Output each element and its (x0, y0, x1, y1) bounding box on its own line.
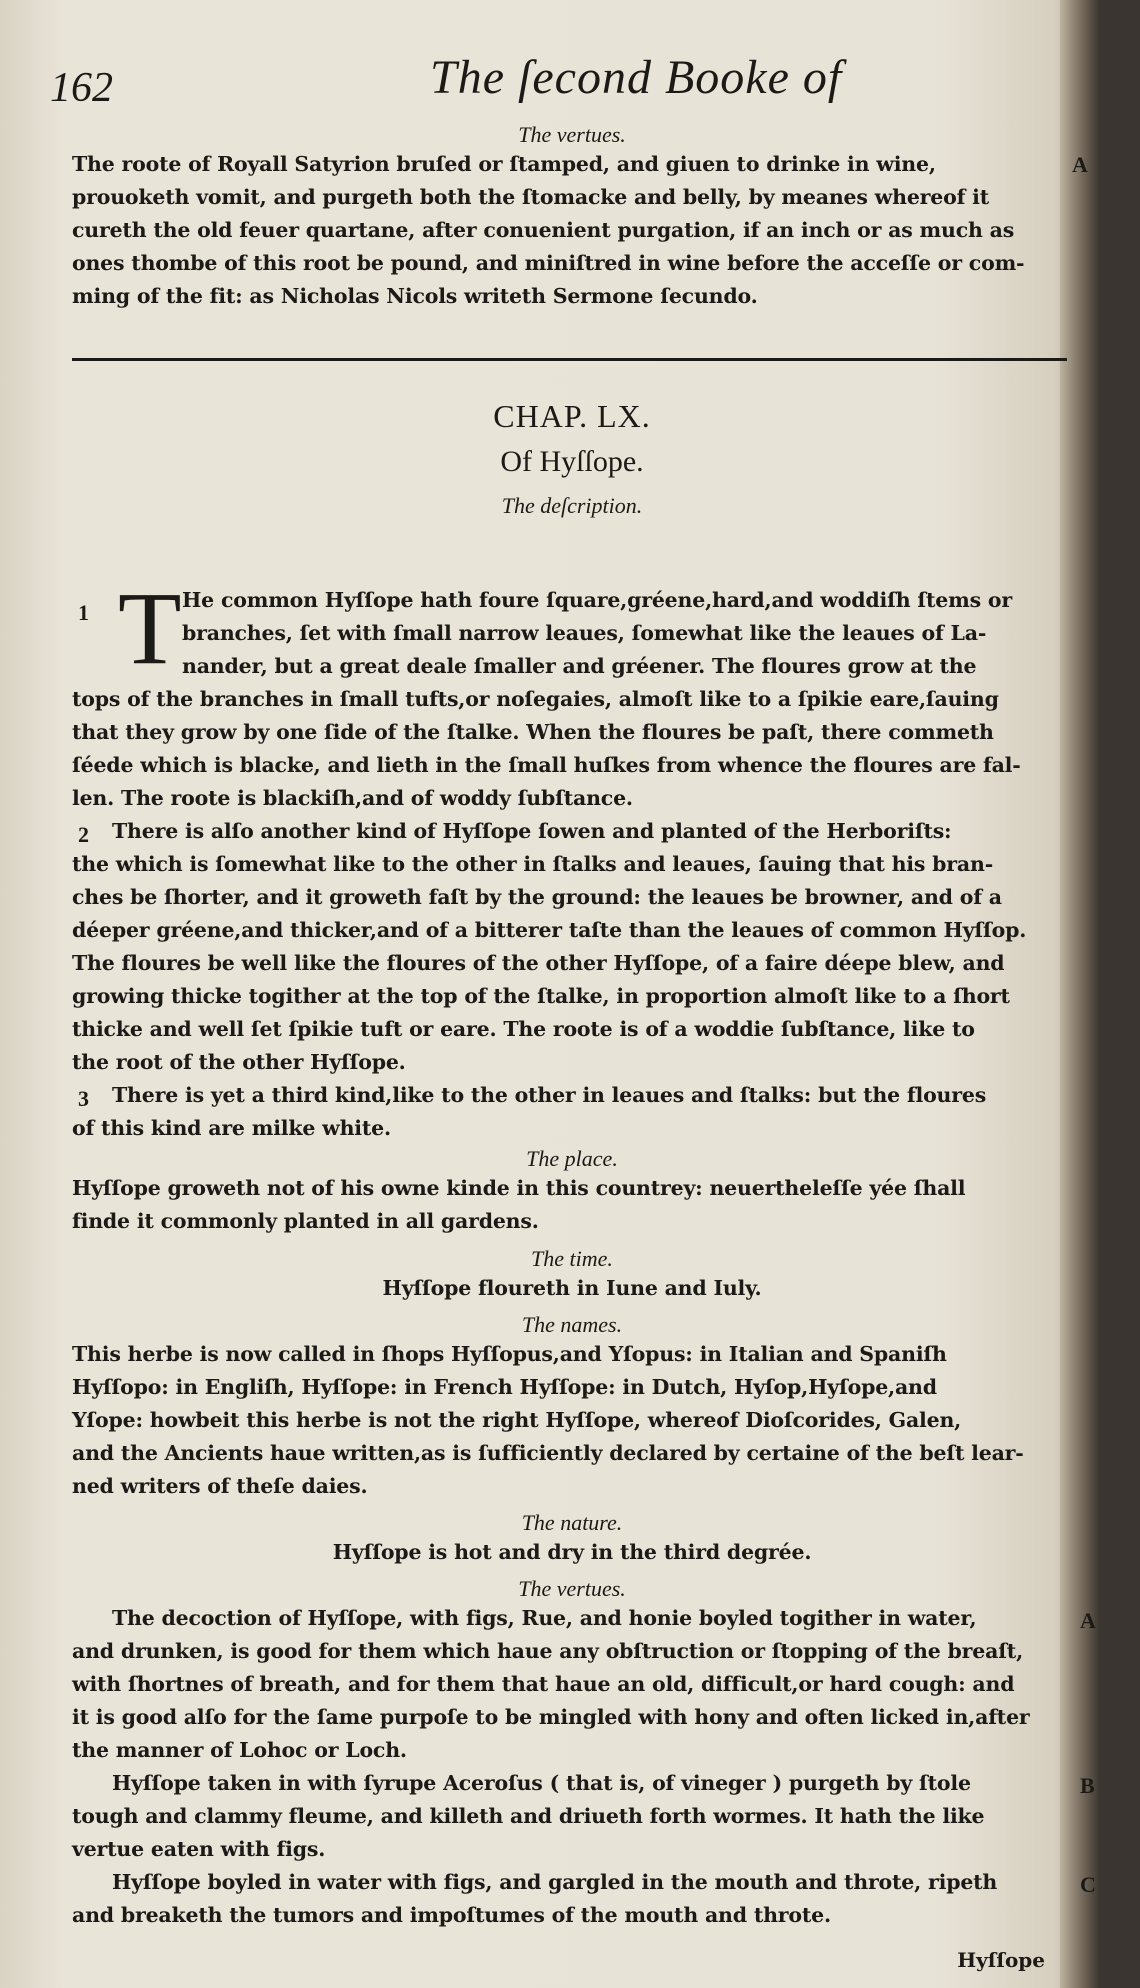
text-line: The floures be well like the floures of the other Hyſſope, of a faire déepe blew, and (72, 951, 1005, 975)
text-line: of this kind are milke white. (72, 1116, 391, 1140)
text-line: The roote of Royall Satyrion bruſed or ſtamped, and giuen to drinke in wine, (72, 152, 936, 176)
description-item-2 (72, 815, 1072, 1079)
text-line: ned writers of theſe daies. (72, 1474, 368, 1498)
page-header (0, 40, 1060, 120)
vertues-section (72, 1576, 1072, 1932)
text-line: tough and clammy fleume, and killeth and driueth forth wormes. It hath the like (72, 1804, 985, 1828)
time-section (72, 1246, 1072, 1305)
description-item-3 (72, 1079, 1072, 1145)
section-heading-vertues-2: The vertues. (518, 1576, 626, 1601)
nature-section (72, 1510, 1072, 1569)
text-line: cureth the old feuer quartane, after conuenient purgation, if an inch or as much as (72, 218, 1015, 242)
text-line: finde it commonly planted in all gardens. (72, 1209, 539, 1233)
item-number: 3 (78, 1086, 89, 1111)
text-line: and the Ancients haue written,as is ſufficiently declared by certaine of the beſt lear- (72, 1441, 1024, 1465)
text-line: with ſhortnes of breath, and for them that haue an old, difficult,or hard cough: and (72, 1672, 1015, 1696)
text-line: He common Hyſſope hath foure ſquare,gréene,hard,and woddiſh ſtems or (182, 588, 1012, 612)
item-number: 2 (78, 822, 89, 847)
text-line: the manner of Lohoc or Loch. (72, 1738, 407, 1762)
text-line: ches be ſhorter, and it groweth faſt by the ground: the leaues be browner, and of a (72, 885, 1002, 909)
drop-cap: T (118, 571, 182, 686)
text-line: ones thombe of this root be pound, and miniſtred in wine before the acceſſe or com- (72, 251, 1025, 275)
text-line: prouoketh vomit, and purgeth both the ſtomacke and belly, by meanes whereof it (72, 185, 989, 209)
text-line: Hyſſope boyled in water with figs, and gargled in the mouth and throte, ripeth (112, 1870, 998, 1894)
text-line: There is alſo another kind of Hyſſope ſowen and planted of the Herboriſts: (112, 819, 952, 843)
text-line: that they grow by one ſide of the ſtalke. When the floures be paſt, there commeth (72, 720, 994, 744)
names-section (72, 1312, 1072, 1503)
margin-letter: C (1080, 1872, 1096, 1897)
text-line: Hyſſope groweth not of his owne kinde in this countrey: neuertheleſſe yée ſhall (72, 1176, 966, 1200)
page-number: 162 (50, 65, 113, 111)
section-divider (72, 358, 1067, 361)
text-line: ming of the fit: as Nicholas Nicols writeth Sermone ſecundo. (72, 284, 758, 308)
running-head: The ſecond Booke of (430, 51, 843, 104)
text-line: Hyſſope floureth in Iune and Iuly. (382, 1276, 762, 1300)
section-heading-vertues: The vertues. (518, 122, 626, 147)
text-line: growing thicke togither at the top of the ſtalke, in proportion almoſt like to a ſhort (72, 984, 1010, 1008)
chapter-heading (72, 398, 1072, 519)
item-number: 1 (78, 600, 89, 625)
section-heading-description: The deſcription. (501, 493, 643, 518)
section-heading-nature: The nature. (521, 1510, 623, 1535)
place-section (72, 1146, 1072, 1238)
text-line: and breaketh the tumors and impoſtumes of the mouth and throte. (72, 1903, 831, 1927)
text-line: nander, but a great deale ſmaller and gréener. The floures grow at the (182, 654, 977, 678)
text-line: Hyſſopo: in Engliſh, Hyſſope: in French Hyſſope: in Dutch, Hyſop,Hyſope,and (72, 1375, 937, 1399)
text-line: and drunken, is good for them which haue any obſtruction or ſtopping of the breaſt, (72, 1639, 1024, 1663)
section-heading-names: The names. (521, 1312, 623, 1337)
description-item-1 (72, 571, 1072, 815)
margin-letter: A (1072, 152, 1088, 177)
top-vertues-section (72, 122, 1072, 313)
text-line: This herbe is now called in ſhops Hyſſopus,and Yſopus: in Italian and Spaniſh (72, 1342, 947, 1366)
text-line: it is good alſo for the ſame purpoſe to be mingled with hony and often licked in,after (72, 1705, 1030, 1729)
margin-letter: A (1080, 1608, 1096, 1633)
text-line: branches, ſet with ſmall narrow leaues, ſomewhat like the leaues of La- (182, 621, 987, 645)
text-line: Hyſſope is hot and dry in the third degrée. (332, 1540, 812, 1564)
text-line: len. The roote is blackiſh,and of woddy ſubſtance. (72, 786, 633, 810)
margin-letter: B (1080, 1773, 1095, 1798)
text-line: thicke and well ſet ſpikie tuft or eare. The roote is of a woddie ſubſtance, like to (72, 1017, 975, 1041)
text-line: tops of the branches in ſmall tufts,or noſegaies, almoſt like to a ſpikie eare,ſauing (72, 687, 999, 711)
chapter-title: Of Hyſſope. (500, 445, 644, 478)
text-line: ſéede which is blacke, and lieth in the ſmall huſkes from whence the floures are fal- (72, 753, 1021, 777)
text-line: déeper gréene,and thicker,and of a bitterer taſte than the leaues of common Hyſſop. (72, 918, 1027, 942)
section-heading-place: The place. (526, 1146, 618, 1171)
text-line: Hyſſope taken in with ſyrupe Aceroſus ( that is, of vineger ) purgeth by ſtole (112, 1771, 971, 1795)
text-line: the root of the other Hyſſope. (72, 1050, 406, 1074)
text-line: vertue eaten with figs. (72, 1837, 326, 1861)
section-heading-time: The time. (531, 1246, 613, 1271)
catchword: Hyſſope (957, 1948, 1045, 1972)
text-line: There is yet a third kind,like to the other in leaues and ſtalks: but the floures (112, 1083, 987, 1107)
text-line: The decoction of Hyſſope, with figs, Rue, and honie boyled togither in water, (112, 1606, 977, 1630)
text-line: the which is ſomewhat like to the other in ſtalks and leaues, ſauing that his bran- (72, 852, 994, 876)
text-line: Yſope: howbeit this herbe is not the right Hyſſope, whereof Dioſcorides, Galen, (72, 1408, 962, 1432)
chapter-number: CHAP. LX. (493, 398, 651, 434)
